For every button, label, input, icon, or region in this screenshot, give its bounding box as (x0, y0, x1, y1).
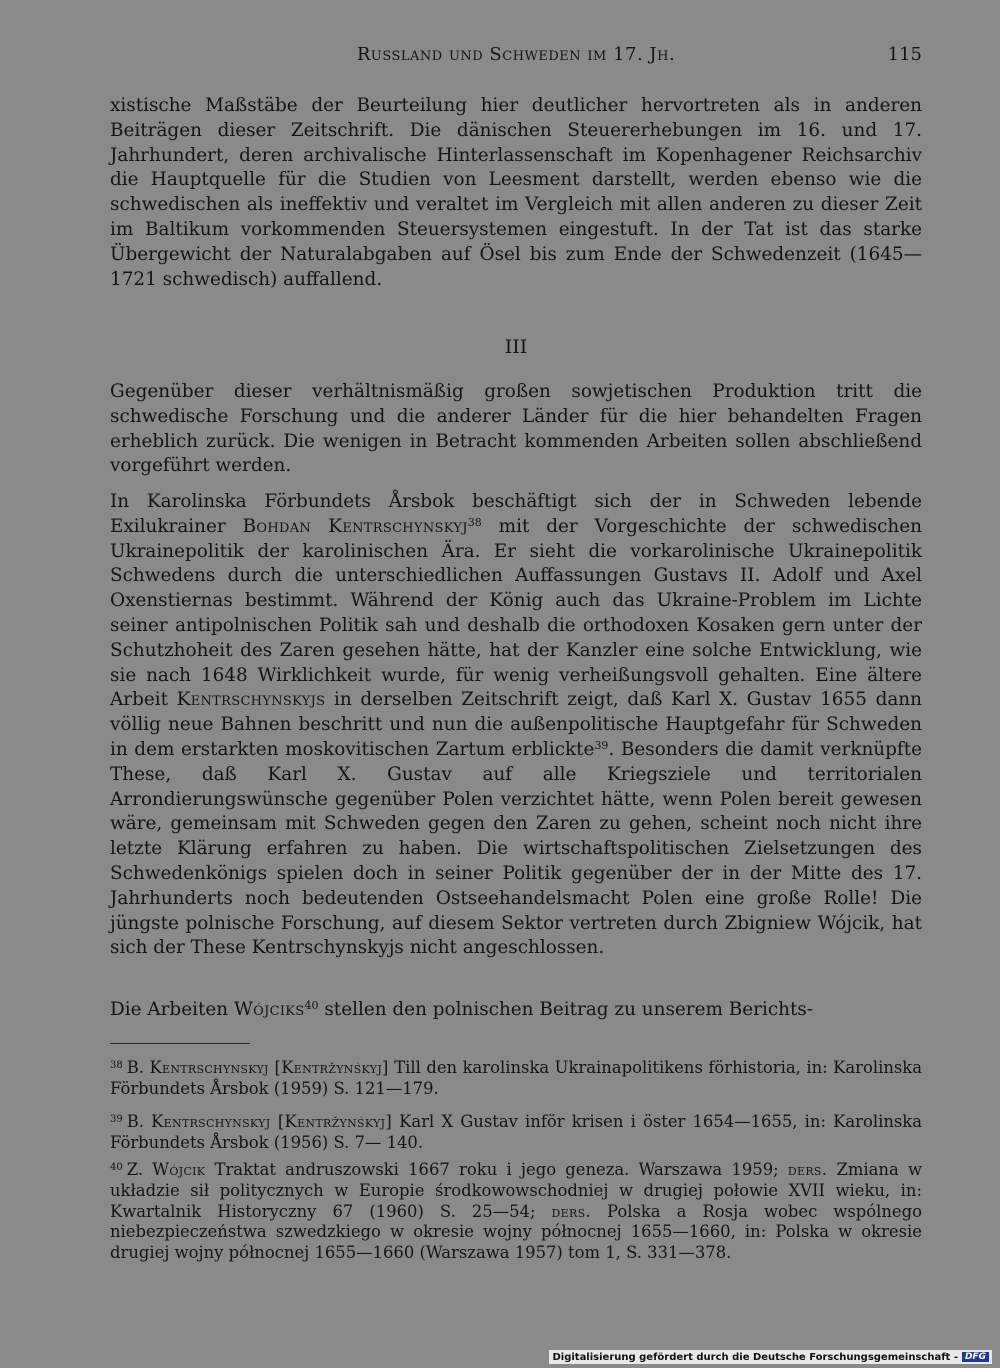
footnote-text-c: Polska a Rosja wobec wspólnego niebezpieczeństwa szwedzkiego w okresie wojny północnej 1655—1660, in: Polska w okresie drugiej wojny północnej 1655—1660 (Warszawa 1957) tom 1, S. 331—378. (110, 1201, 922, 1263)
funding-note: Digitalisierung gefördert durch die Deutsche Forschungsgemeinschaft - (552, 1351, 958, 1363)
running-head (110, 44, 922, 74)
p3-text-d: . Besonders die damit verknüpfte These, daß Karl X. Gustav auf alle Kriegsziele und territorialen Arrondierungswünsche gegenüber Polen verzichtet hätte, wenn Polen bereit gewesen wäre, gemeinsam mit Schweden gegen den Zaren zu gehen, scheint noch nicht ihre letzte Klärung erfahren zu haben. Die wirtschaftspolitischen Zielsetzungen des Schwedenkönigs spielen doch in seiner Politik gegenüber der in der Mitte des 17. Jahrhunderts noch bedeutenden Ostseehandelsmacht Polen eine große Rolle! Die jüngste polnische Forschung, auf diesem Sektor vertreten durch Zbigniew Wójcik, hat sich der These Kentrschynskyjs nicht angeschlossen. (110, 738, 922, 959)
footnote-ref-40: 40 (304, 999, 319, 1012)
footnote-author: Kentrschynskyj [Kentržynśkyj] (149, 1058, 389, 1077)
footnote-text: Till den karolinska Ukrainapolitikens förhistoria, in: Karolinska Förbundets Årsbok (1959) S. 121—179. (110, 1058, 923, 1098)
paragraph-4 (110, 998, 922, 1023)
p3-text-b: mit der Vorgeschichte der schwedischen Ukrainepolitik der karolinischen Ära. Er sieht die vorkarolinische Ukrainepolitik Schwedens durch die unterschiedlichen Auffassungen Gustavs II. Adolf und Axel Oxenstiernas bestimmt. Während der König auch das Ukraine-Problem im Lichte seiner antipolnischen Politik sah und deshalb die orthodoxen Kosaken gern unter der Schutzhoheit des Zaren gesehen hätte, hat der Kanzler eine solche Entwicklung, wie sie nach 1648 Wirklichkeit wurde, für wenig verheißungsvoll gehalten. Eine ältere Arbeit (110, 515, 923, 711)
paragraph-1 (110, 94, 922, 292)
footnote-40 (110, 1160, 922, 1264)
footnote-author: Kentrschynskyj [Kentržynśkyj] (151, 1112, 393, 1131)
footnote-initial: B. (126, 1112, 152, 1131)
paragraph-4-text (110, 998, 922, 1023)
footnote-number: 38 (110, 1060, 123, 1071)
footnote-number: 39 (110, 1114, 123, 1125)
p4-text-b: stellen den polnischen Beitrag zu unserem Berichts- (318, 999, 814, 1020)
footnote-initial: Z. (126, 1160, 153, 1179)
footnote-ref-39: 39 (594, 738, 609, 752)
funding-footer (549, 1350, 992, 1364)
paragraph-2 (110, 380, 922, 479)
paragraph-1-text: xistische Maßstäbe der Beurteilung hier deutlicher hervortreten als in anderen Beiträgen dieser Zeitschrift. Die dänischen Steuererhebungen im 16. und 17. Jahrhundert, deren archivalische Hinterlassenschaft im Kopenhagener Reichsarchiv die Hauptquelle für die Studien von Leesment darstellt, werden ebenso wie die schwedischen als ineffektiv und veraltet im Vergleich mit allen anderen zu dieser Zeit im Baltikum vorkommenden Steuersystemen eingestuft. In der Tat ist das starke Übergewicht der Naturalabgaben auf Ösel bis zum Ende der Schwedenzeit (1645—1721 schwedisch) auffallend. (110, 95, 922, 290)
paragraph-2-text: Gegenüber dieser verhältnismäßig großen sowjetischen Produktion tritt die schwedische Forschung und die anderer Länder für die hier behandelten Fragen erheblich zurück. Die wenigen in Betracht kommenden Arbeiten sollen abschließend vorgeführt werden. (110, 381, 922, 477)
footnote-39 (110, 1112, 922, 1154)
section-number: III (504, 336, 528, 358)
footnote-ders: ders. (551, 1201, 591, 1221)
running-title: Russland und Schweden im 17. Jh. (356, 44, 676, 65)
footnote-text: Karl X Gustav inför krisen i öster 1654—1655, in: Karolinska Förbundets Årsbok (1956) S. 7— 140. (110, 1112, 922, 1152)
author-name: Bohdan Kentrschynskyj (242, 515, 468, 537)
footnote-ders: ders. (787, 1160, 828, 1179)
paragraph-3-text (110, 490, 922, 961)
p4-text-a: Die Arbeiten (110, 999, 234, 1020)
footnote-text-a: Traktat andruszowski 1667 roku i jego geneza. Warszawa 1959; (205, 1160, 788, 1179)
page-number: 115 (887, 44, 922, 65)
footnote-initial: B. (126, 1058, 150, 1077)
footnote-number: 40 (110, 1162, 123, 1173)
dfg-logo: DFG (962, 1352, 989, 1362)
footnote-text-b: Zmiana w układzie sił politycznych w Europie środkowowschodniej w drugiej połowie XVII wieku, in: Kwartalnik Historyczny 67 (1960) S. 25—54; (110, 1160, 922, 1221)
author-name: Kentrschynskyjs (176, 689, 326, 711)
author-name: Wójciks (233, 999, 305, 1020)
footnote-author: Wójcik (152, 1160, 206, 1179)
p3-text-a: In Karolinska Förbundets Årsbok beschäftigt sich der in Schweden lebende Exilukrainer (110, 491, 922, 537)
footnote-divider (110, 1043, 250, 1044)
paragraph-3 (110, 490, 922, 961)
footnote-38 (110, 1058, 922, 1100)
p3-text-c: in derselben Zeitschrift zeigt, daß Karl X. Gustav 1655 dann völlig neue Bahnen beschritt und nun die außenpolitische Hauptgefahr für Schweden in dem erstarkten moskovitischen Zartum erblickte (110, 689, 922, 760)
footnote-ref-38: 38 (467, 515, 482, 529)
